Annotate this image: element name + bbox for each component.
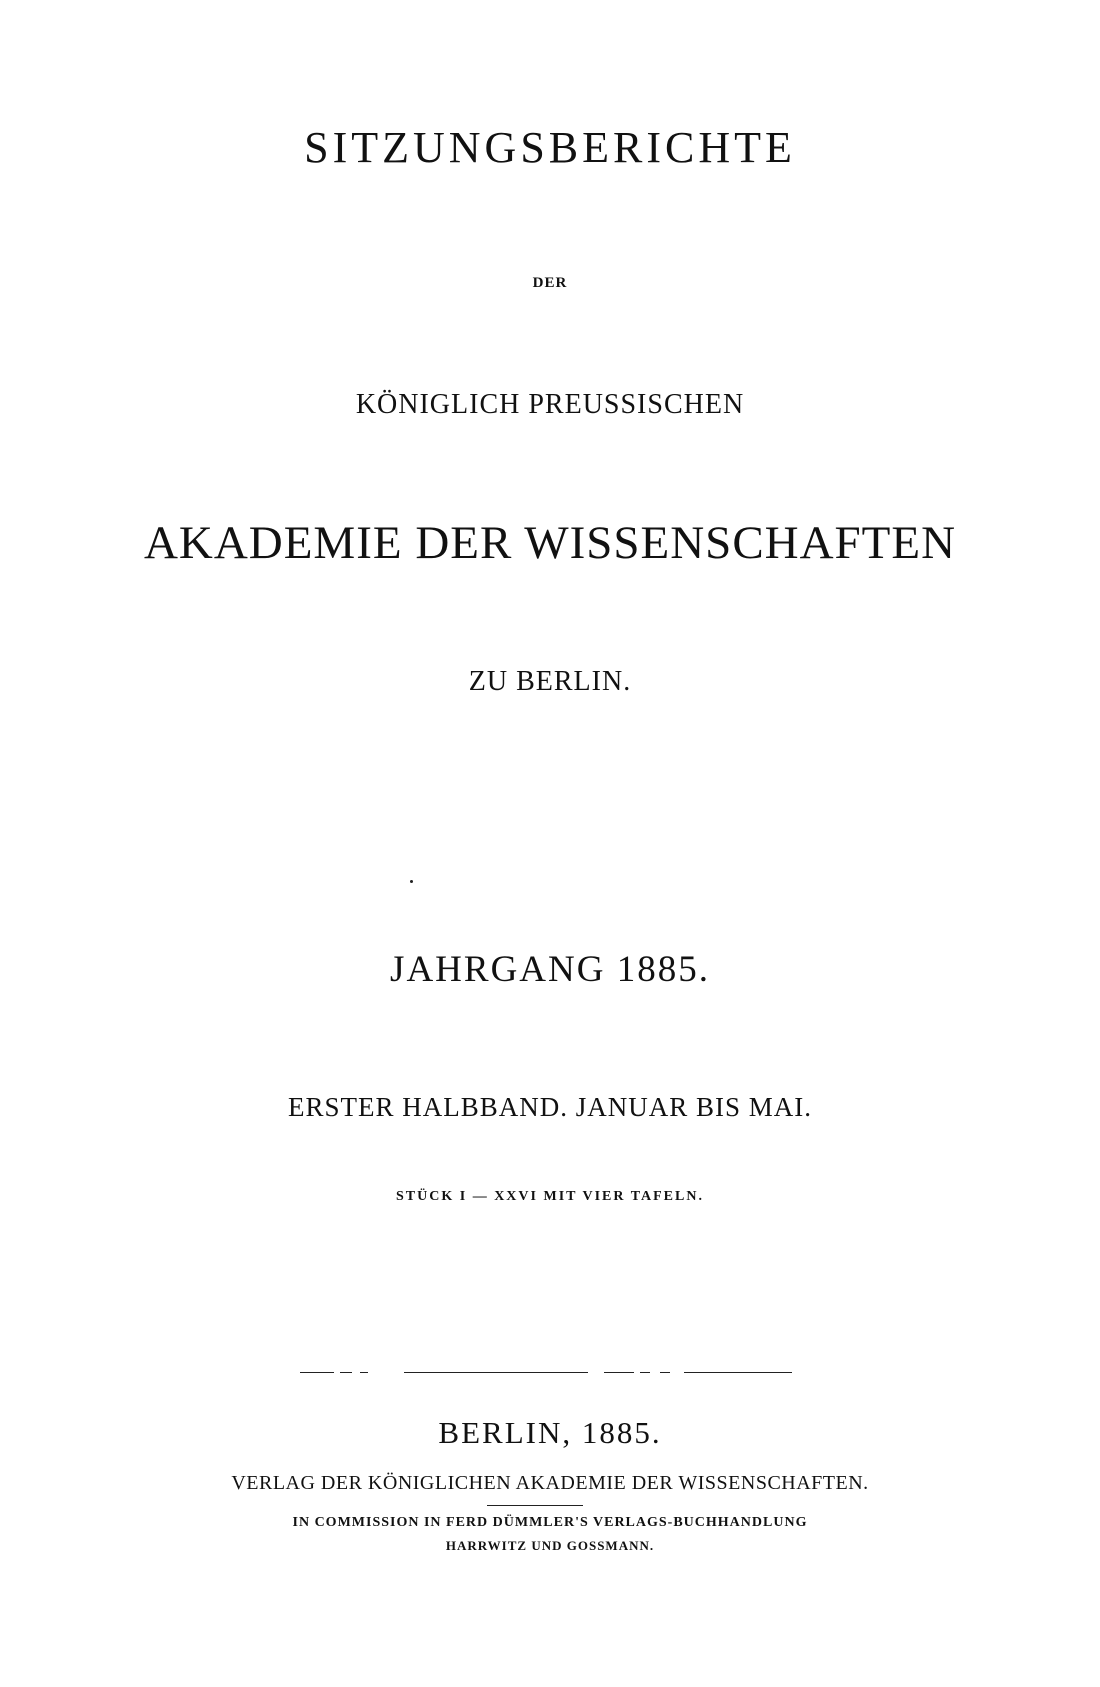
stray-dot <box>410 880 413 883</box>
half-volume-line: ERSTER HALBBAND. JANUAR BIS MAI. <box>287 1092 813 1122</box>
decorative-divider <box>0 1372 1100 1374</box>
imprint-publisher: VERLAG DER KÖNIGLICHEN AKADEMIE DER WISSENSCHAFTEN. <box>231 1472 869 1494</box>
imprint-place-year: BERLIN, 1885. <box>438 1415 662 1450</box>
city-line: ZU BERLIN. <box>468 666 632 697</box>
title-connector: DER <box>532 275 568 291</box>
page-title: SITZUNGSBERICHTE <box>304 123 796 172</box>
imprint-commission-names: HARRWITZ UND GOSSMANN. <box>445 1538 655 1553</box>
contents-line: STÜCK I — XXVI MIT VIER TAFELN. <box>396 1189 704 1204</box>
volume-year: JAHRGANG 1885. <box>390 949 710 990</box>
institution-line: KÖNIGLICH PREUSSISCHEN <box>355 389 745 420</box>
imprint-rule <box>487 1505 583 1506</box>
academy-name: AKADEMIE DER WISSENSCHAFTEN <box>143 517 957 569</box>
imprint-commission: IN COMMISSION IN FERD DÜMMLER'S VERLAGS-BUCHHANDLUNG <box>292 1515 808 1530</box>
